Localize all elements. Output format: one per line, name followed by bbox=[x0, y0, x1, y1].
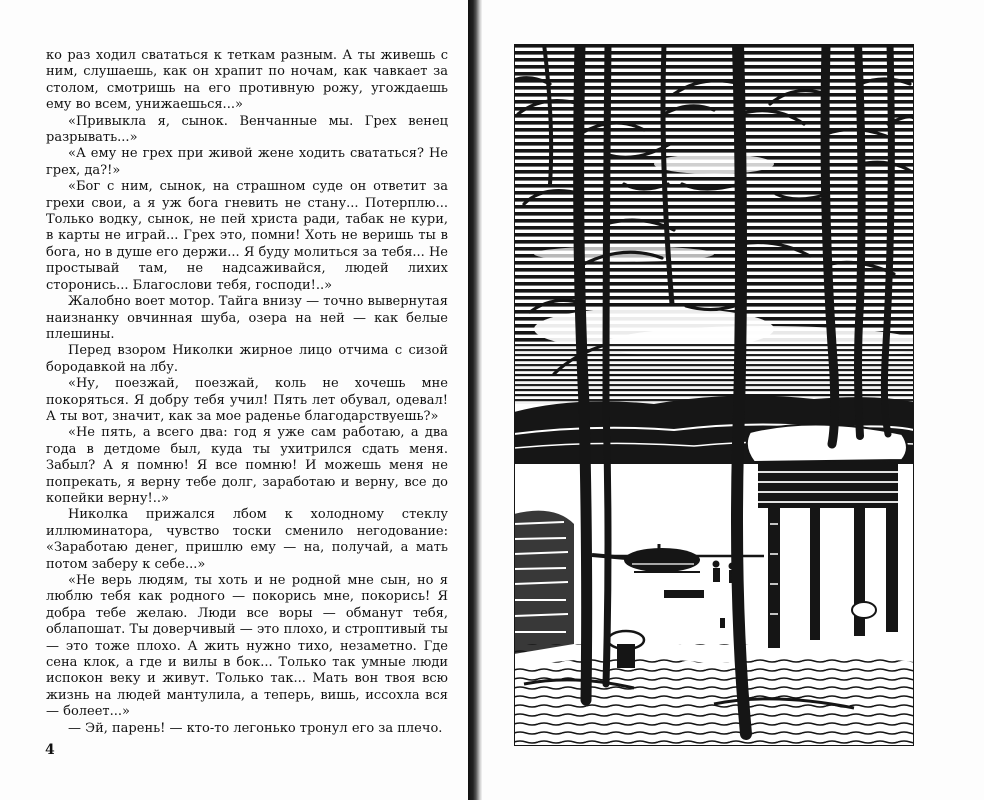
paragraph: «Не верь людям, ты хоть и не родной мне сын, но я люблю тебя как родного — покорись мне, покорись! Я добра тебе желаю. Люди все воры — обманут тебя, облапошат. Ты доверчивый — это плохо, и строптивый ты — это тоже плохо. А жить нужно тихо, незаметно. Где сена клок, а где и вилы в бок... Только так умные люди испокон веку и живут. Только так... Мать вон твоя всю жизнь на людей мантулила, а теперь, вишь, иссохла вся — болеет...» bbox=[46, 573, 448, 720]
page-number: 4 bbox=[45, 742, 55, 758]
paragraph: «Не пять, а всего два: год я уже сам работаю, а два года в детдоме был, куда ты ухитрился сдать меня. Забыл? А я помню! Я все помню! И можешь меня не попрекать, я верну тебе долг, заработаю и верну, все до копейки верну!..» bbox=[46, 425, 448, 506]
woodcut-winter-forest-image bbox=[514, 44, 914, 746]
paragraph: Николка прижался лбом к холодному стеклу иллюминатора, чувство тоски сменило негодование: «Заработаю денег, пришлю ему — на, получай, а мать потом заберу к себе...» bbox=[46, 507, 448, 572]
paragraph: ко раз ходил свататься к теткам разным. А ты живешь с ним, слушаешь, как он храпит по ночам, как чавкает за столом, смотришь на его противную рожу, угождаешь ему во всем, унижаешься...» bbox=[46, 48, 448, 113]
paragraph: «А ему не грех при живой жене ходить свататься? Не грех, да?!» bbox=[46, 146, 448, 178]
paragraph: Жалобно воет мотор. Тайга внизу — точно вывернутая наизнанку овчинная шуба, озера на ней — как белые плешины. bbox=[46, 294, 448, 342]
paragraph: «Привыкла я, сынок. Венчанные мы. Грех венец разрывать...» bbox=[46, 113, 448, 146]
paragraph: — Эй, парень! — кто-то легонько тронул его за плечо. bbox=[68, 720, 443, 736]
paragraph: «Бог с ним, сынок, на страшном суде он ответит за грехи свои, а я уж бога гневить не стану... Потерплю... Только водку, сынок, не пей христа ради, табак не кури, в карты не играй... Грех это, помни! Хоть не веришь ты в бога, но в душе его держи... Я буду молиться за тебя... Не простывай там, не надсаживайся, людей лихих сторонись... Благослови тебя, господи!..» bbox=[46, 179, 448, 293]
right-page bbox=[482, 0, 984, 800]
story-text bbox=[46, 48, 448, 737]
woodcut-illustration bbox=[514, 44, 914, 746]
paragraph: «Ну, поезжай, поезжай, коль не хочешь мне покоряться. Я добру тебя учил! Пять лет обувал, одевал! А ты вот, значит, как за мое раденье благодарствуешь?» bbox=[46, 376, 448, 424]
left-page bbox=[0, 0, 468, 800]
book-gutter bbox=[468, 0, 482, 800]
paragraph: Перед взором Николки жирное лицо отчима с сизой бородавкой на лбу. bbox=[46, 343, 448, 375]
